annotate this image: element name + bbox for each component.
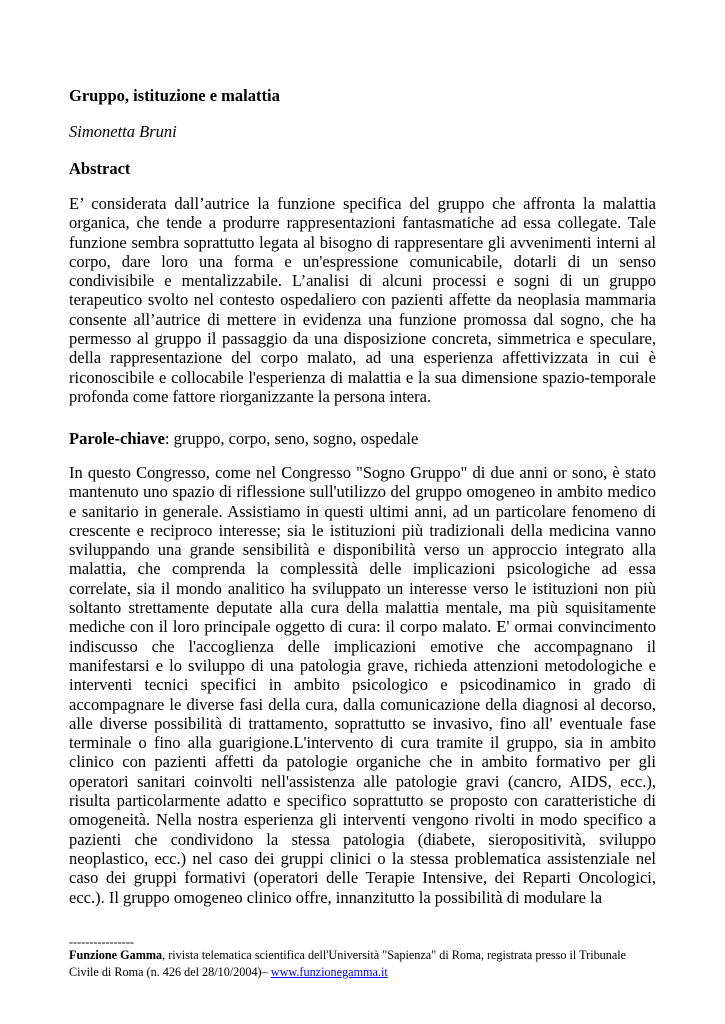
article-author: Simonetta Bruni (69, 122, 177, 141)
footer-rule: ---------------- (69, 935, 134, 949)
page-footer (69, 937, 656, 981)
journal-description: , rivista telematica scientifica dell'Università "Sapienza" di Roma, registrata presso il Tribunale Civile di Roma (n. 426 del 28/10/2004)– (69, 948, 627, 979)
keywords-label: Parole-chiave (69, 429, 165, 448)
body-paragraph: In questo Congresso, come nel Congresso "Sogno Gruppo" di due anni or sono, è stato mantenuto uno spazio di riflessione sull'utilizzo del gruppo omogeneo in ambito medico e sanitario in generale. Assistiamo in questi ultimi anni, ad un particolare fenomeno di crescente e reciproco interesse; sia le istituzioni più tradizionali della medicina vanno sviluppando una grande sensibilità e disponibilità verso un approccio integrato alla malattia, che comprenda la complessità delle implicazioni psicologiche ad essa correlate, sia il mondo analitico ha sviluppato un interesse verso le istituzioni non più soltanto strettamente deputate alla cura della malattia mentale, ma più squisitamente mediche con il loro principale oggetto di cura: il corpo malato. E' ormai convincimento indiscusso che l'accoglienza delle implicazioni emotive che accompagnano il manifestarsi e lo sviluppo di una patologia grave, richieda attenzioni metodologiche e interventi tecnici specifici in ambito psicologico e psicodinamico in grado di accompagnare le diverse fasi della cura, dalla comunicazione della diagnosi al decorso, alle diverse possibilità di trattamento, soprattutto se invasivo, fino all' eventuale fase terminale o fino alla guarigione.L'intervento di cura tramite il gruppo, sia in ambito clinico con pazienti affetti da patologie organiche che in ambito formativo per gli operatori sanitari coinvolti nell'assistenza alle patologie gravi (cancro, AIDS, ecc.), risulta particolarmente adatto e specifico soprattutto se proposto con caratteristiche di omogeneità. Nella nostra esperienza gli interventi vengono rivolti in modo specifico a pazienti che condividono la stessa patologia (diabete, sieropositività, sviluppo neoplastico, ecc.) nel caso dei gruppi clinici o la stessa problematica assistenziale nel caso dei gruppi formativi (operatori delle Terapie Intensive, dei Reparti Oncologici, ecc.). Il gruppo omogeneo clinico offre, innanzitutto la possibilità di modulare la (69, 463, 656, 907)
journal-link[interactable]: www.funzionegamma.it (270, 965, 388, 979)
footer-text (69, 947, 656, 981)
abstract-heading: Abstract (69, 159, 131, 178)
keywords-line (69, 429, 418, 449)
keywords-list: : gruppo, corpo, seno, sogno, ospedale (164, 429, 419, 448)
abstract-paragraph: E’ considerata dall’autrice la funzione specifica del gruppo che affronta la malattia organica, che tende a produrre rappresentazioni fantasmatiche ad essa collegate. Tale funzione sembra soprattutto legata al bisogno di rappresentare gli avvenimenti interni al corpo, dare loro una forma e un'espressione comunicabile, dotarli di un senso condivisibile e mentalizzabile. L’analisi di alcuni processi e sogni di un gruppo terapeutico svolto nel contesto ospedaliero con pazienti affette da neoplasia mammaria consente all’autrice di mettere in evidenza una funzione promossa dal sogno, che ha permesso al gruppo il passaggio da una disposizione concreta, simmetrica e speculare, della rappresentazione del corpo malato, ad una esperienza affettivizzata in cui è riconoscibile e collocabile l'esperienza di malattia e la sua dimensione spazio-temporale profonda come fattore riorganizzante la persona intera. (69, 194, 656, 406)
journal-name: Funzione Gamma (69, 948, 163, 962)
article-title: Gruppo, istituzione e malattia (69, 86, 280, 105)
